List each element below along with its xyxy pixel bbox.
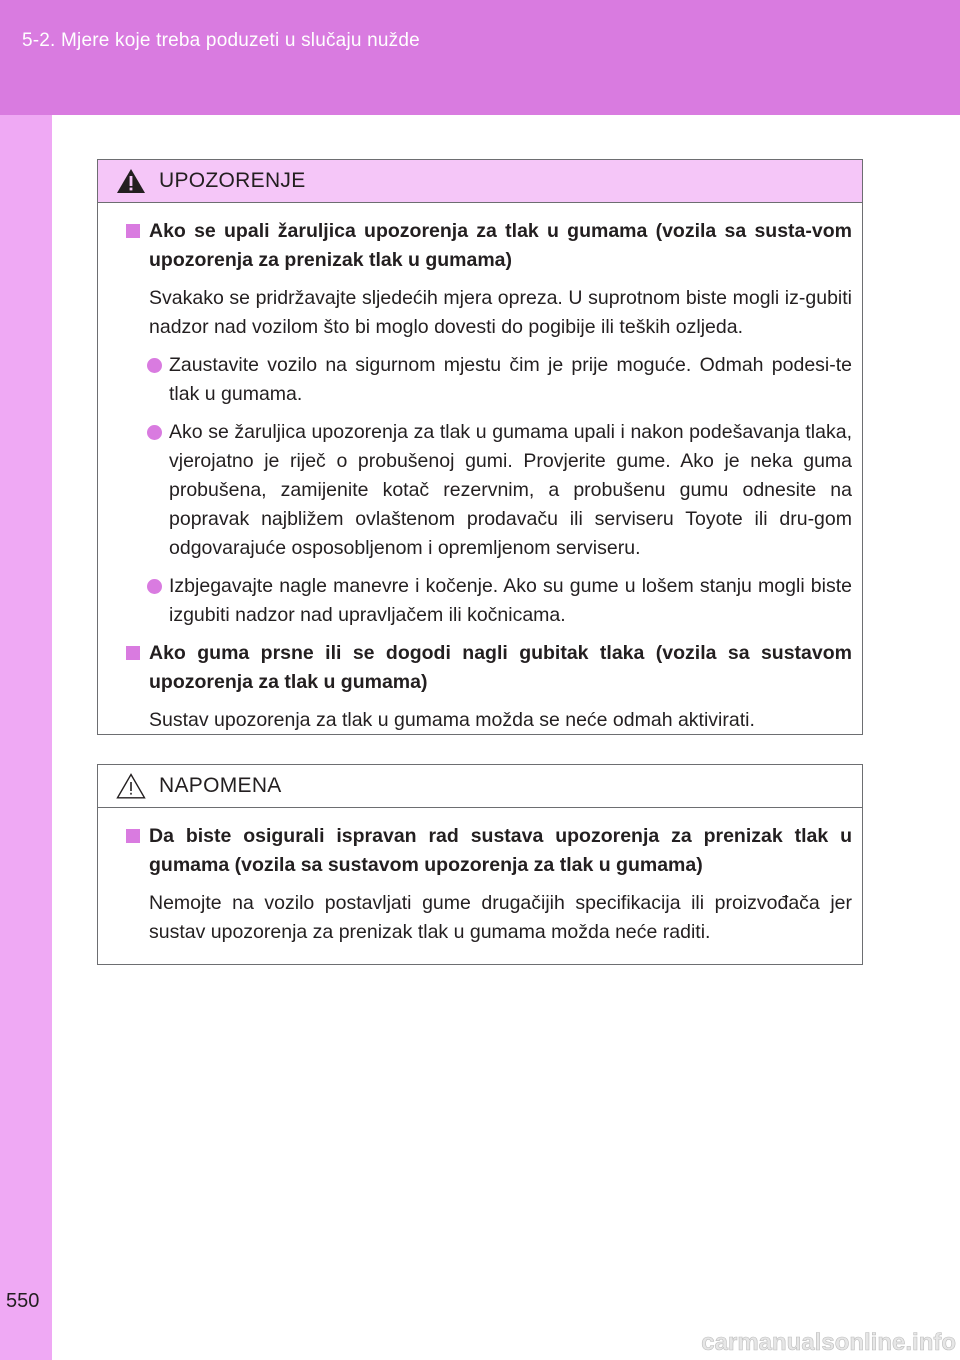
warning-bullet [123, 351, 852, 409]
warning-heading-text: Ako guma prsne ili se dogodi nagli gubitak tlaka (vozila sa sustavom upozorenja za tlak u gumama) [149, 642, 852, 693]
warning-triangle-outline-icon [116, 773, 146, 799]
warning-title: UPOZORENJE [159, 169, 306, 192]
section-title: 5-2. Mjere koje treba poduzeti u slučaju nužde [22, 30, 420, 51]
notice-heading [123, 822, 852, 880]
warning-bullet [123, 418, 852, 563]
warning-heading [123, 639, 852, 697]
side-strip [0, 115, 52, 1360]
warning-triangle-icon [116, 168, 146, 194]
round-bullet-icon [147, 579, 162, 594]
warning-paragraph: Sustav upozorenja za tlak u gumama možda se neće odmah aktivirati. [149, 709, 755, 731]
warning-heading-text: Ako se upali žaruljica upozorenja za tlak u gumama (vozila sa susta-vom upozorenja za prenizak tlak u gumama) [149, 220, 852, 271]
square-bullet-icon [126, 646, 140, 660]
warning-bullet-text: Izbjegavajte nagle manevre i kočenje. Ako su gume u lošem stanju mogli biste izgubiti nadzor nad upravljačem ili kočnicama. [169, 575, 852, 626]
warning-bullet-text: Zaustavite vozilo na sigurnom mjestu čim je prije moguće. Odmah podesi-te tlak u gumama. [169, 354, 852, 405]
square-bullet-icon [126, 829, 140, 843]
warning-body [98, 203, 862, 735]
warning-heading [123, 217, 852, 275]
warning-bullet [123, 572, 852, 630]
notice-heading-text: Da biste osigurali ispravan rad sustava upozorenja za prenizak tlak u gumama (vozila sa sustavom upozorenja za tlak u gumama) [149, 825, 852, 876]
round-bullet-icon [147, 358, 162, 373]
svg-text:carmanualsonline.info: carmanualsonline.info [701, 1329, 956, 1356]
notice-box-header [98, 765, 862, 808]
square-bullet-icon [126, 224, 140, 238]
notice-body [98, 808, 862, 947]
notice-title: NAPOMENA [159, 774, 282, 797]
notice-paragraph: Nemojte na vozilo postavljati gume drugačijih specifikacija ili proizvođača jer sustav upozorenja za prenizak tlak u gumama možda neće raditi. [149, 892, 852, 943]
watermark-logo [640, 1326, 958, 1356]
warning-box-header [98, 160, 862, 203]
warning-paragraph: Svakako se pridržavajte sljedećih mjera opreza. U suprotnom biste mogli iz-gubiti nadzor nad vozilom što bi moglo dovesti do pogibije ili teških ozljeda. [149, 287, 852, 338]
warning-bullet-text: Ako se žaruljica upozorenja za tlak u gumama upali i nakon podešavanja tlaka, vjerojatno je riječ o probušenoj gumi. Provjerite gume. Ako je neka guma probušena, zamijenite kotač rezervnim, a probušenu gumu odnesite na popravak najbližem ovlaštenom prodavaču ili serviseru Toyote ili dru-gom odgovarajuće osposobljenom i opremljenom serviseru. [169, 421, 852, 559]
page-header-band [0, 0, 960, 115]
round-bullet-icon [147, 425, 162, 440]
notice-box [97, 764, 863, 965]
page-number: 550 [6, 1290, 40, 1312]
warning-box [97, 159, 863, 735]
